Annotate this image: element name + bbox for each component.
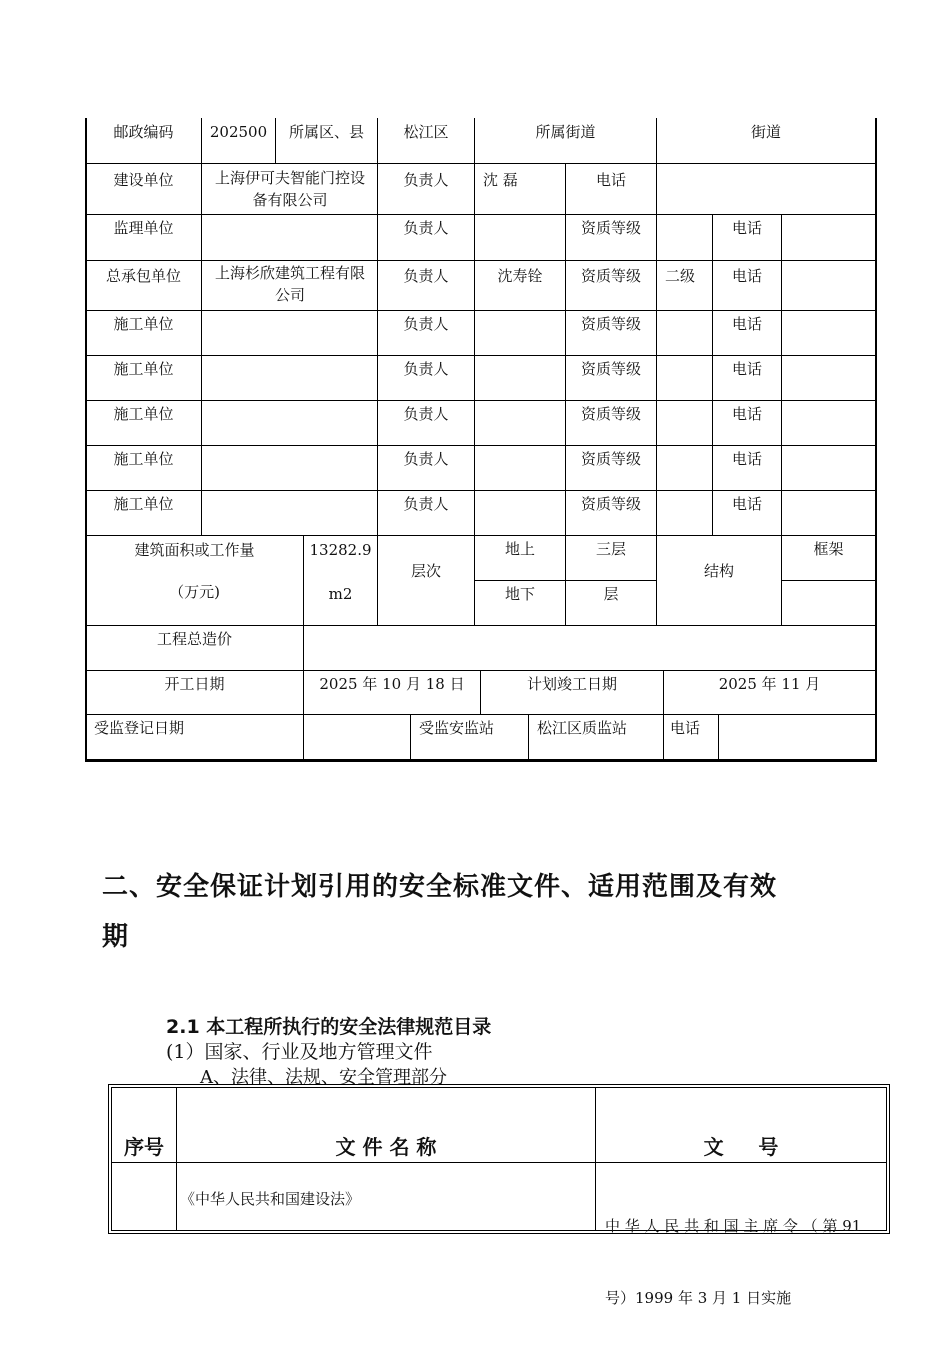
construction-phone-label: 电话	[731, 360, 762, 378]
quality-station: 松江区质监站	[537, 719, 628, 737]
below-ground-value: 层	[603, 585, 619, 603]
construction-qual-label: 资质等级	[580, 405, 641, 423]
construction-qual-label: 资质等级	[580, 360, 641, 378]
table-row-doc-name: 《中华人民共和国建设法》	[180, 1190, 361, 1208]
section-heading-line1: 二、安全保证计划引用的安全标准文件、适用范围及有效	[102, 872, 778, 902]
structure-label: 结构	[703, 562, 734, 580]
construction-label: 施工单位	[113, 450, 174, 468]
above-ground-label: 地上	[504, 540, 535, 558]
header-no: 序号	[124, 1135, 164, 1159]
doc-number-line1: 中 华 人 民 共 和 国 主 席 令 （ 第 91	[605, 1217, 862, 1235]
gc-phone-label: 电话	[731, 267, 762, 285]
construction-label: 施工单位	[113, 405, 174, 423]
construction-label: 施工单位	[113, 495, 174, 513]
supervisor-label: 监理单位	[113, 219, 174, 237]
area-value-line2: m2	[328, 585, 353, 603]
construction-phone-label: 电话	[731, 405, 762, 423]
area-label-line1: 建筑面积或工作量	[134, 541, 255, 559]
section-heading-line2: 期	[102, 922, 130, 952]
general-contractor-unit: 上海杉欣建筑工程有限公司	[214, 264, 365, 304]
supervisor-phone-label: 电话	[731, 219, 762, 237]
header-doc-name: 文 件 名 称	[335, 1135, 437, 1159]
construction-phone-label: 电话	[731, 450, 762, 468]
safety-station-label: 受监安监站	[419, 719, 495, 737]
postcode-label: 邮政编码	[113, 123, 174, 141]
section-heading	[102, 862, 862, 962]
builder-person-label: 负责人	[403, 171, 449, 189]
planned-completion-label: 计划竣工日期	[526, 675, 617, 693]
gc-person-label: 负责人	[403, 267, 449, 285]
area-value-line1: 13282.9	[309, 541, 372, 559]
construction-person-label: 负责人	[403, 315, 449, 333]
general-contractor-label: 总承包单位	[105, 267, 181, 285]
construction-person-label: 负责人	[403, 450, 449, 468]
start-date-label: 开工日期	[164, 675, 225, 693]
start-date-value: 2025 年 10 月 18 日	[319, 675, 465, 693]
construction-qual-label: 资质等级	[580, 450, 641, 468]
gc-qual: 二级	[665, 267, 696, 285]
register-phone-label: 电话	[670, 719, 701, 737]
construction-person-label: 负责人	[403, 360, 449, 378]
street-label: 所属街道	[535, 123, 596, 141]
total-cost-label: 工程总造价	[156, 630, 232, 648]
header-doc-number: 文 号	[703, 1135, 779, 1159]
street-value: 街道	[750, 123, 781, 141]
gc-qual-label: 资质等级	[580, 267, 641, 285]
construction-qual-label: 资质等级	[580, 495, 641, 513]
list-item-a: A、法律、法规、安全管理部分	[200, 1067, 447, 1088]
construction-person-label: 负责人	[403, 495, 449, 513]
postcode-value: 202500	[209, 123, 268, 141]
district-value: 松江区	[403, 123, 449, 141]
construction-phone-label: 电话	[731, 315, 762, 333]
doc-number-line2: 号）1999 年 3 月 1 日实施	[605, 1289, 792, 1307]
floors-label: 层次	[410, 562, 441, 580]
below-ground-label: 地下	[504, 585, 535, 603]
above-ground-value: 三层	[595, 540, 626, 558]
sub-heading: 2.1 本工程所执行的安全法律规范目录	[166, 1016, 492, 1038]
builder-person: 沈 磊	[483, 171, 518, 189]
table-row-doc-number	[605, 1166, 883, 1358]
gc-person: 沈寿铨	[497, 267, 543, 285]
register-date-label: 受监登记日期	[94, 719, 185, 737]
list-item-1: (1）国家、行业及地方管理文件	[166, 1041, 433, 1063]
district-label: 所属区、县	[288, 123, 364, 141]
construction-person-label: 负责人	[403, 405, 449, 423]
construction-label: 施工单位	[113, 360, 174, 378]
builder-unit: 上海伊可夫智能门控设备有限公司	[214, 169, 365, 209]
construction-qual-label: 资质等级	[580, 315, 641, 333]
builder-label: 建设单位	[113, 171, 174, 189]
construction-label: 施工单位	[113, 315, 174, 333]
structure-value: 框架	[813, 540, 844, 558]
planned-completion-value: 2025 年 11 月	[718, 675, 821, 693]
supervisor-person-label: 负责人	[403, 219, 449, 237]
supervisor-qual-label: 资质等级	[580, 219, 641, 237]
construction-phone-label: 电话	[731, 495, 762, 513]
area-label-line2: （万元)	[169, 583, 220, 601]
builder-phone-label: 电话	[595, 171, 626, 189]
